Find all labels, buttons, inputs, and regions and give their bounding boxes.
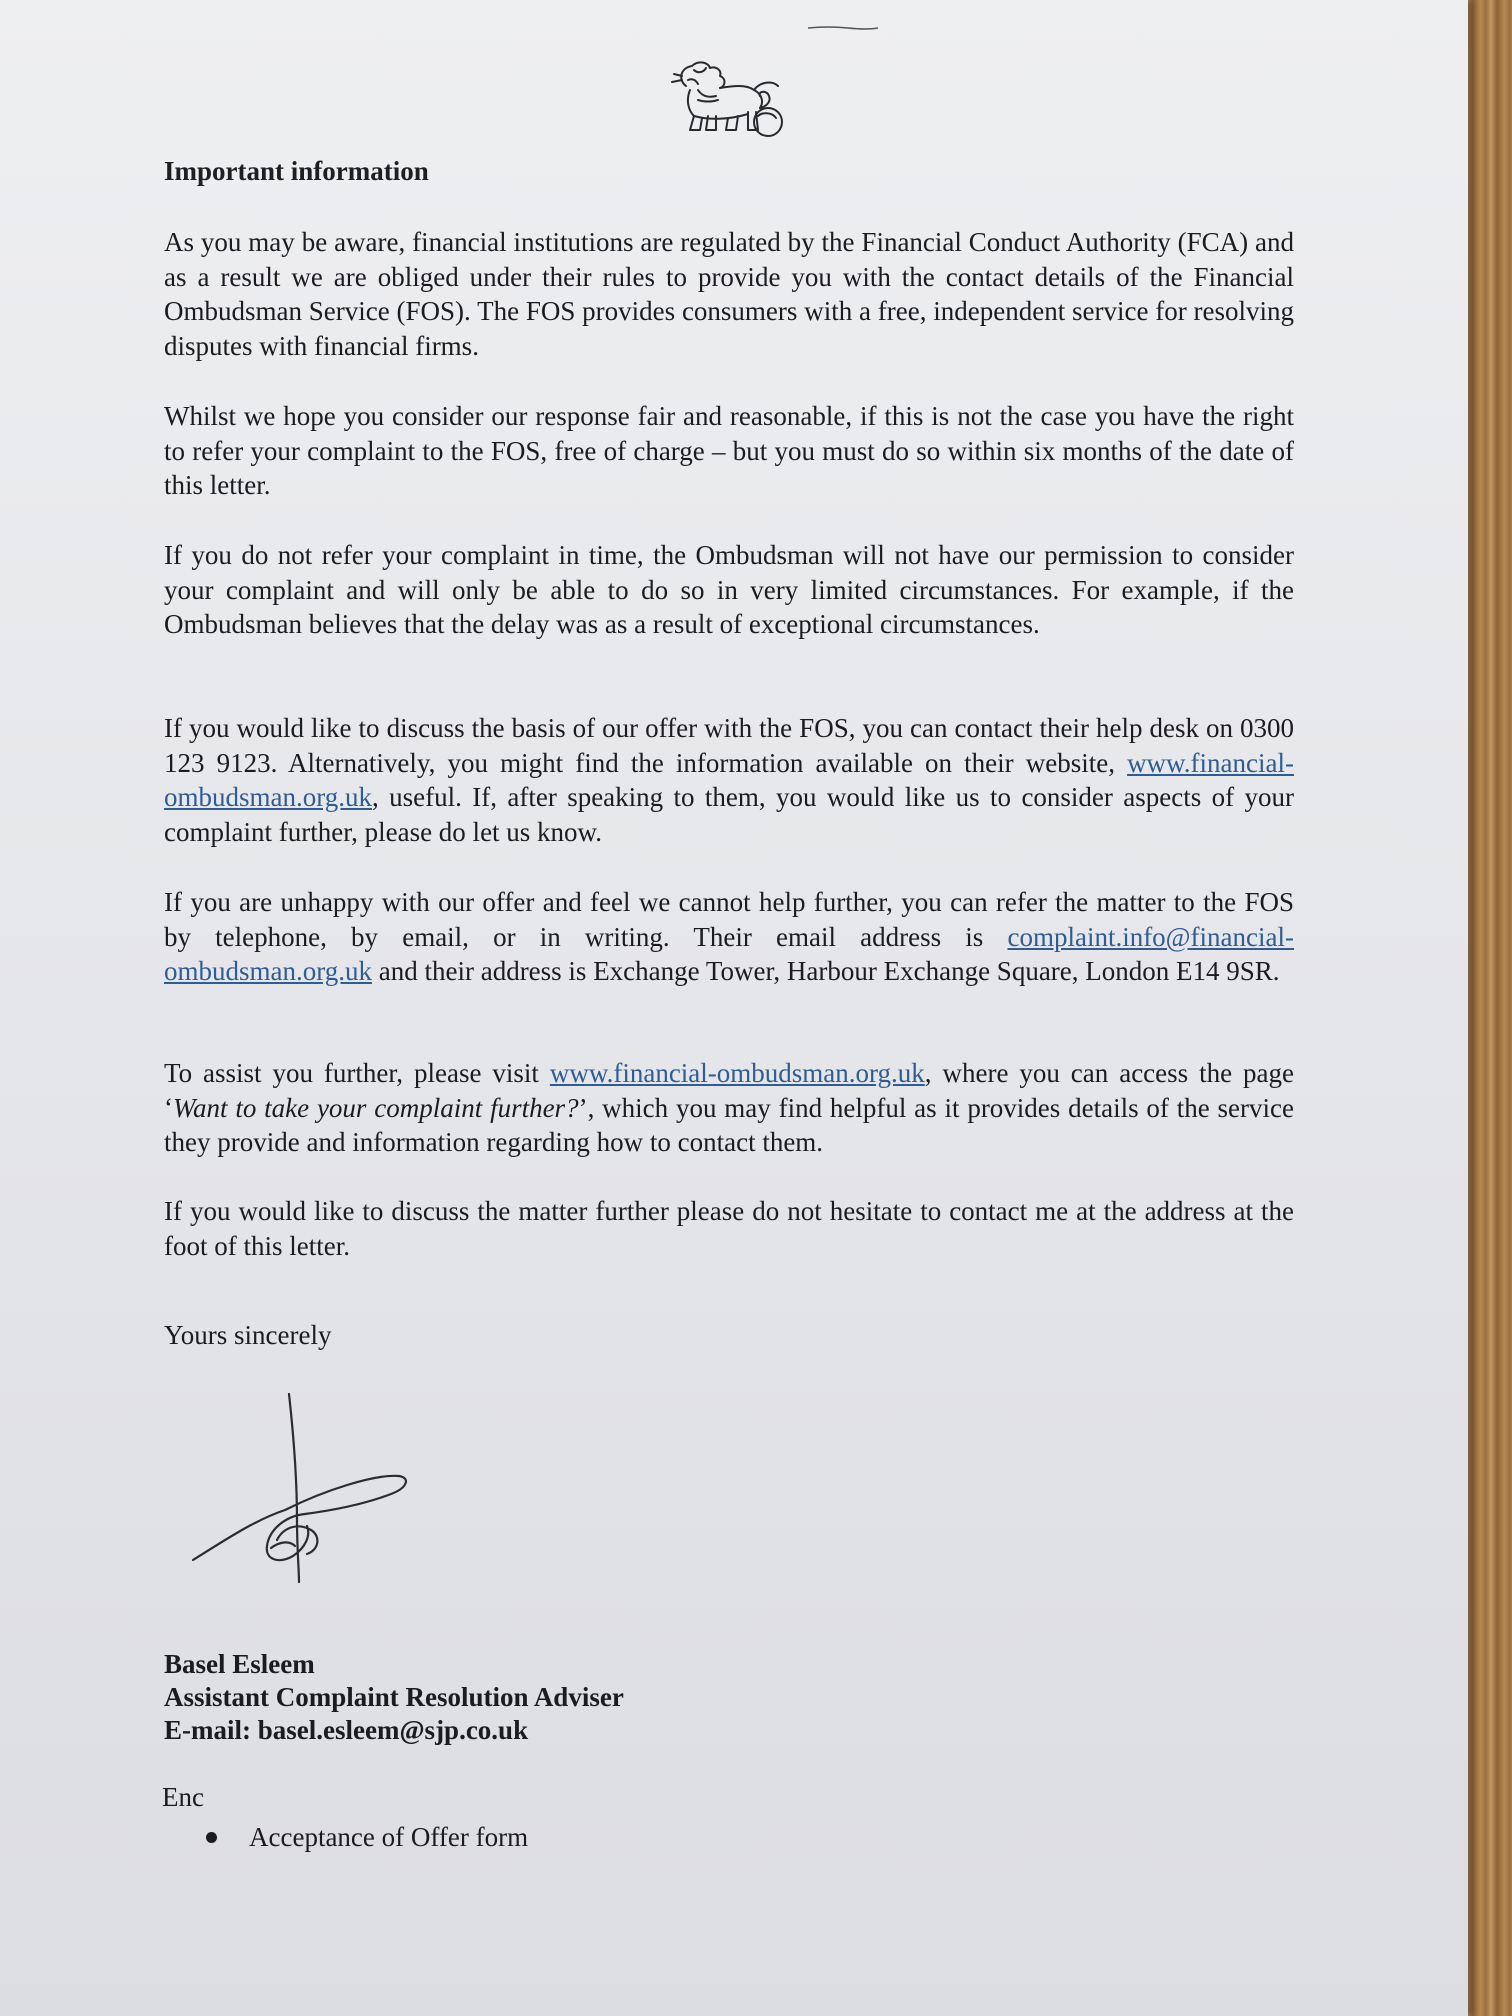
text-span: ’, which you may find helpful as it provides details of the service they provide and information regarding how to contact them.	[164, 1092, 1294, 1157]
handwritten-signature	[185, 1390, 415, 1585]
paragraph-time-limit	[164, 538, 1294, 642]
signer-name: Basel Esleem	[164, 1649, 315, 1679]
text-span: If you would like to discuss the basis of our offer with the FOS, you can contact their help desk on 0300 123 9123. Alternatively, you might find the information available on their website,	[164, 713, 1294, 778]
closing-salutation: Yours sincerely	[164, 1320, 332, 1350]
text-span: , where you can access the page ‘	[164, 1058, 1294, 1123]
enclosure-item-label: Acceptance of Offer form	[249, 1822, 529, 1852]
enclosure-label: Enc	[162, 1782, 204, 1812]
lion-logo-icon	[668, 56, 788, 142]
paragraph-assist-further	[164, 1056, 1294, 1160]
fos-website-link[interactable]: www.financial-ombudsman.org.uk	[164, 747, 1294, 812]
paragraph-contact-me	[164, 1194, 1294, 1263]
text-span: and their address is Exchange Tower, Harbour Exchange Square, London E14 9SR.	[372, 956, 1280, 986]
paragraph-text	[164, 711, 1294, 849]
paragraph-right-to-refer	[164, 399, 1294, 503]
paragraph-text: Whilst we hope you consider our response fair and reasonable, if this is not the case you have the right to refer your complaint to the FOS, free of charge – but you must do so within six months of the date of this letter.	[164, 401, 1294, 500]
signer-email: E-mail: basel.esleem@sjp.co.uk	[164, 1715, 529, 1745]
paragraph-contact-helpdesk	[164, 711, 1294, 849]
page-title-italic: Want to take your complaint further?	[173, 1092, 579, 1123]
text-span: To assist you further, please visit	[164, 1058, 550, 1088]
text-span: If you are unhappy with our offer and feel we cannot help further, you can refer the matter to the FOS by telephone, by email, or in writing. Their email address is	[164, 887, 1294, 952]
bullet-icon	[206, 1832, 217, 1843]
paragraph-fca-intro	[164, 225, 1294, 363]
scan-mark	[808, 26, 878, 30]
section-heading: Important information	[164, 156, 429, 186]
list-item	[206, 1822, 528, 1853]
paragraph-refer-matter	[164, 885, 1294, 989]
text-span: , useful. If, after speaking to them, you would like us to consider aspects of your complaint further, please do let us know.	[164, 782, 1294, 847]
paragraph-text	[164, 885, 1294, 989]
paragraph-text: If you would like to discuss the matter further please do not hesitate to contact me at the address at the foot of this letter.	[164, 1196, 1294, 1261]
paragraph-text: If you do not refer your complaint in time, the Ombudsman will not have our permission to consider your complaint and will only be able to do so in very limited circumstances. For example, if the Ombudsman believes that the delay was as a result of exceptional circumstances.	[164, 540, 1294, 639]
signer-title: Assistant Complaint Resolution Adviser	[164, 1682, 624, 1712]
paragraph-text: As you may be aware, financial institutions are regulated by the Financial Conduct Authority (FCA) and as a result we are obliged under their rules to provide you with the contact details of the Financial Ombudsman Service (FOS). The FOS provides consumers with a free, independent service for resolving disputes with financial firms.	[164, 227, 1294, 361]
fos-website-link-2[interactable]: www.financial-ombudsman.org.uk	[549, 1058, 925, 1088]
paragraph-text	[164, 1056, 1294, 1160]
signer-details	[164, 1648, 624, 1747]
enclosure-list	[206, 1822, 528, 1853]
fos-email-link[interactable]: complaint.info@financial-ombudsman.org.uk	[164, 921, 1294, 986]
